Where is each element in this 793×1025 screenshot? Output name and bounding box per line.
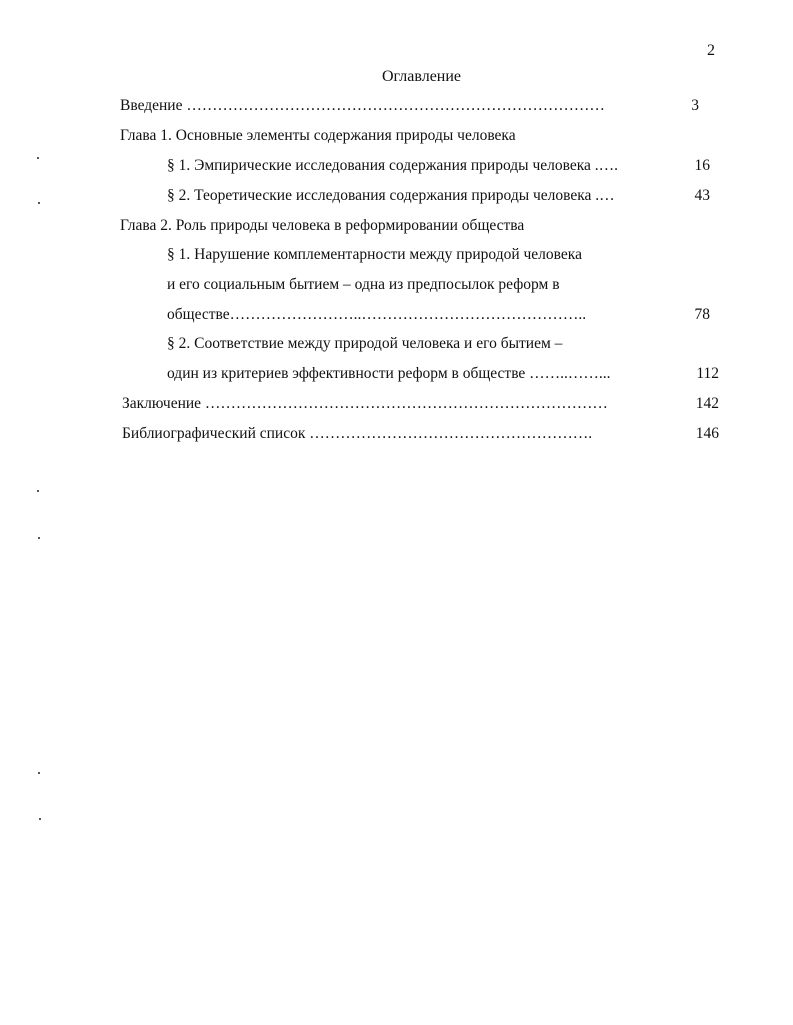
scan-speck [38, 772, 40, 774]
toc-entry-ch2-section-1-line-3: обществе……………………..…………………………………….. [167, 306, 587, 323]
toc-page-bibliography: 146 [695, 425, 719, 442]
toc-entry-ch1-section-1: § 1. Эмпирические исследования содержания природы человека .…. [167, 157, 619, 174]
toc-page-ch2-section-1: 78 [694, 306, 710, 323]
toc-page-ch2-section-2: 112 [696, 365, 719, 382]
scan-speck [37, 490, 39, 492]
toc-page-conclusion: 142 [695, 395, 719, 412]
toc-entry-ch2-section-2-line-2: один из критериев эффективности реформ в обществе ……..……... [167, 365, 611, 382]
scan-speck [37, 157, 39, 159]
toc-entry-chapter-1: Глава 1. Основные элементы содержания природы человека [120, 127, 516, 144]
toc-entry-introduction: Введение ……………………………………………………………………… [120, 97, 605, 114]
toc-page-introduction: 3 [691, 97, 699, 114]
toc-entry-bibliography: Библиографический список ………………………………………………. [122, 425, 593, 442]
toc-entry-ch2-section-1-line-2: и его социальным бытием – одна из предпосылок реформ в [167, 276, 560, 293]
toc-entry-chapter-2: Глава 2. Роль природы человека в реформировании общества [120, 217, 525, 234]
scan-speck [38, 202, 40, 204]
toc-page-ch1-section-1: 16 [694, 157, 710, 174]
toc-entry-ch2-section-2-line-1: § 2. Соответствие между природой человека и его бытием – [167, 335, 563, 352]
toc-page-ch1-section-2: 43 [694, 187, 710, 204]
page-number: 2 [707, 42, 715, 59]
scan-speck [38, 537, 40, 539]
toc-entry-conclusion: Заключение …………………………………………………………………… [122, 395, 608, 412]
toc-entry-ch2-section-1-line-1: § 1. Нарушение комплементарности между природой человека [167, 246, 582, 263]
toc-title: Оглавление [381, 68, 462, 85]
scan-speck [39, 818, 41, 820]
toc-entry-ch1-section-2: § 2. Теоретические исследования содержания природы человека .… [167, 187, 615, 204]
